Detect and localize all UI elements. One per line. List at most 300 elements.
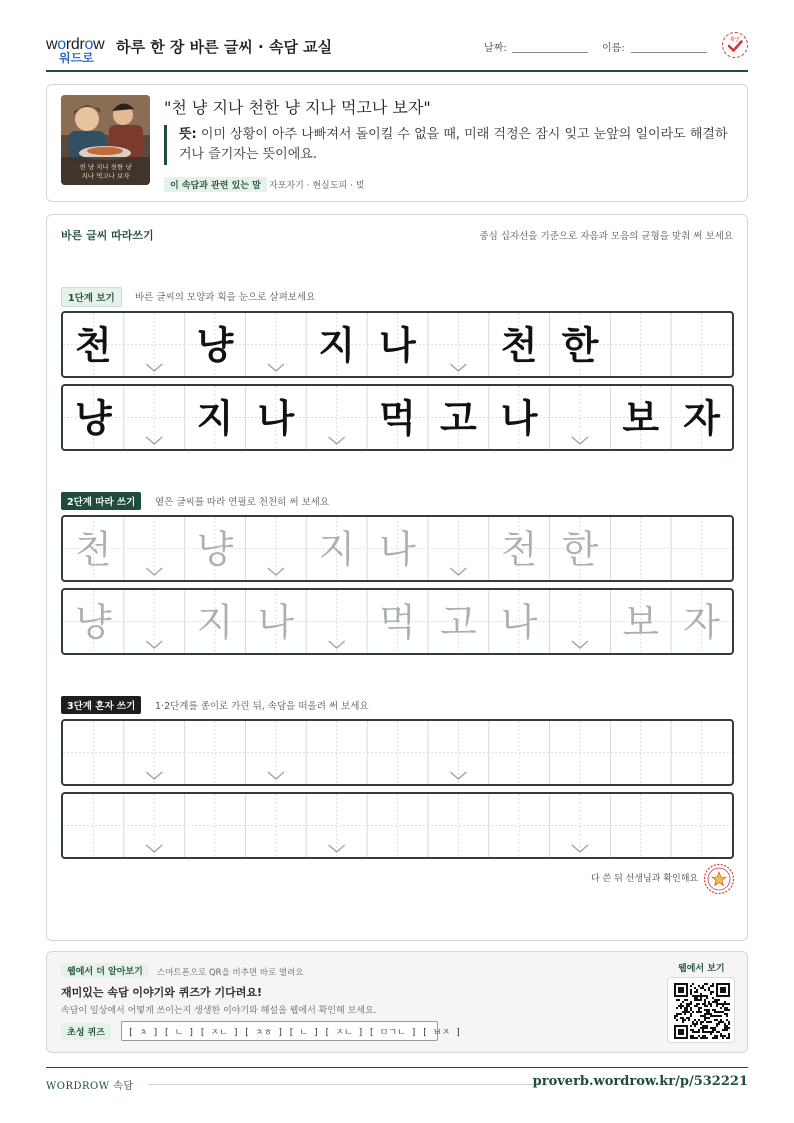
qr-module bbox=[696, 999, 698, 1001]
svg-text:천 냥 지나 천한 냥: 천 냥 지나 천한 냥 bbox=[79, 163, 132, 171]
qr-module bbox=[724, 1027, 726, 1029]
qr-module bbox=[702, 1003, 704, 1005]
qr-module bbox=[690, 1037, 692, 1039]
qr-module bbox=[688, 1017, 690, 1019]
qr-module bbox=[684, 999, 686, 1001]
qr-module bbox=[694, 995, 696, 997]
qr-module bbox=[710, 985, 712, 987]
qr-module bbox=[692, 1029, 694, 1031]
qr-module bbox=[704, 1015, 706, 1017]
qr-module bbox=[686, 1017, 688, 1019]
qr-module bbox=[726, 1007, 728, 1009]
qr-module bbox=[690, 985, 692, 987]
qr-module bbox=[682, 1019, 684, 1021]
qr-module bbox=[692, 995, 694, 997]
qr-module bbox=[700, 1015, 702, 1017]
step2-row-2[interactable] bbox=[61, 588, 734, 655]
practice-grid bbox=[63, 517, 732, 580]
step3-row-1[interactable] bbox=[61, 719, 734, 786]
qr-module bbox=[694, 1025, 696, 1027]
qr-module bbox=[728, 1033, 730, 1035]
qr-module bbox=[704, 989, 706, 991]
qr-module bbox=[714, 1011, 716, 1013]
qr-module bbox=[694, 1023, 696, 1025]
qr-module bbox=[708, 1013, 710, 1015]
qr-module bbox=[716, 1035, 718, 1037]
qr-finder bbox=[678, 1029, 684, 1035]
step2-desc: 옅은 글씨를 따라 연필로 천천히 써 보세요 bbox=[155, 497, 330, 508]
step2-badge: 2단계 따라 쓰기 bbox=[61, 492, 141, 510]
qr-module bbox=[688, 1005, 690, 1007]
qr-module bbox=[722, 1021, 724, 1023]
qr-module bbox=[698, 1019, 700, 1021]
qr-module bbox=[712, 1027, 714, 1029]
qr-module bbox=[702, 985, 704, 987]
qr-module bbox=[716, 1019, 718, 1021]
web-section bbox=[46, 951, 748, 1053]
proverb-card bbox=[46, 84, 748, 202]
qr-module bbox=[680, 1007, 682, 1009]
qr-module bbox=[712, 1001, 714, 1003]
model-character: 나 bbox=[257, 396, 295, 441]
qr-module bbox=[716, 1015, 718, 1017]
qr-module bbox=[684, 1009, 686, 1011]
qr-module bbox=[716, 1005, 718, 1007]
qr-module bbox=[706, 1009, 708, 1011]
qr-module bbox=[716, 1001, 718, 1003]
qr-module bbox=[690, 1013, 692, 1015]
practice-grid bbox=[63, 313, 732, 376]
date-field[interactable] bbox=[512, 52, 588, 53]
qr-module bbox=[690, 1025, 692, 1027]
qr-module bbox=[710, 993, 712, 995]
proverb-meaning bbox=[164, 125, 734, 165]
qr-module bbox=[712, 997, 714, 999]
qr-module bbox=[728, 1023, 730, 1025]
qr-module bbox=[706, 1021, 708, 1023]
qr-module bbox=[708, 1021, 710, 1023]
qr-module bbox=[700, 993, 702, 995]
qr-module bbox=[700, 1037, 702, 1039]
qr-module bbox=[702, 1025, 704, 1027]
model-character: 먹 bbox=[379, 396, 416, 441]
practice-grid bbox=[63, 386, 732, 449]
qr-module bbox=[704, 995, 706, 997]
qr-module bbox=[702, 1035, 704, 1037]
qr-module bbox=[684, 1019, 686, 1021]
qr-module bbox=[728, 1009, 730, 1011]
qr-module bbox=[698, 1011, 700, 1013]
qr-module bbox=[728, 1003, 730, 1005]
qr-module bbox=[726, 1013, 728, 1015]
qr-module bbox=[692, 1011, 694, 1013]
qr-module bbox=[698, 1031, 700, 1033]
qr-module bbox=[714, 1015, 716, 1017]
qr-module bbox=[692, 1023, 694, 1025]
qr-module bbox=[718, 1011, 720, 1013]
qr-module bbox=[704, 1009, 706, 1011]
step2-row-1[interactable] bbox=[61, 515, 734, 582]
qr-module bbox=[714, 1037, 716, 1039]
qr-module bbox=[724, 1035, 726, 1037]
qr-module bbox=[726, 1029, 728, 1031]
qr-module bbox=[712, 983, 714, 985]
qr-module bbox=[686, 1007, 688, 1009]
qr-module bbox=[694, 991, 696, 993]
name-label: 이름: bbox=[602, 43, 625, 54]
qr-module bbox=[680, 1003, 682, 1005]
step1-badge: 1단계 보기 bbox=[61, 287, 122, 307]
model-character: 지 bbox=[318, 323, 356, 368]
qr-module bbox=[698, 985, 700, 987]
qr-module bbox=[676, 1019, 678, 1021]
qr-module bbox=[690, 991, 692, 993]
practice-grid bbox=[63, 590, 732, 653]
model-character: 천 bbox=[75, 323, 112, 368]
footer-brand: WORDROW 속담 bbox=[46, 1081, 134, 1092]
qr-module bbox=[728, 1021, 730, 1023]
qr-module bbox=[714, 1019, 716, 1021]
qr-module bbox=[722, 1005, 724, 1007]
qr-module bbox=[720, 1033, 722, 1035]
qr-module bbox=[726, 1019, 728, 1021]
trace-character: 지 bbox=[318, 527, 356, 572]
qr-module bbox=[726, 1009, 728, 1011]
qr-module bbox=[696, 1003, 698, 1005]
qr-finder bbox=[678, 987, 684, 993]
qr-module bbox=[698, 999, 700, 1001]
qr-module bbox=[704, 1035, 706, 1037]
qr-module bbox=[690, 989, 692, 991]
qr-module bbox=[696, 1023, 698, 1025]
step1-row-1 bbox=[61, 311, 734, 378]
qr-module bbox=[690, 1015, 692, 1017]
qr-module bbox=[686, 1009, 688, 1011]
qr-module bbox=[726, 1015, 728, 1017]
qr-module bbox=[684, 1011, 686, 1013]
proverb-title: "천 냥 지나 천한 냥 지나 먹고나 보자" bbox=[164, 98, 431, 117]
trace-character: 먹 bbox=[379, 600, 416, 645]
model-character: 자 bbox=[683, 396, 720, 441]
qr-module bbox=[714, 1001, 716, 1003]
trace-character: 자 bbox=[683, 600, 720, 645]
qr-module bbox=[710, 1027, 712, 1029]
qr-module bbox=[694, 999, 696, 1001]
qr-module bbox=[694, 987, 696, 989]
qr-module bbox=[688, 1003, 690, 1005]
qr-module bbox=[708, 1009, 710, 1011]
qr-module bbox=[704, 1019, 706, 1021]
date-label: 날짜: bbox=[484, 43, 507, 54]
model-character: 나 bbox=[379, 323, 416, 368]
qr-module bbox=[712, 1037, 714, 1039]
model-character: 냥 bbox=[75, 396, 112, 441]
qr-module bbox=[702, 987, 704, 989]
qr-module bbox=[704, 1031, 706, 1033]
qr-module bbox=[680, 1017, 682, 1019]
step3-row-2[interactable] bbox=[61, 792, 734, 859]
qr-module bbox=[704, 1025, 706, 1027]
qr-module bbox=[716, 1023, 718, 1025]
qr-module bbox=[696, 1011, 698, 1013]
qr-module bbox=[702, 995, 704, 997]
qr-module bbox=[714, 1029, 716, 1031]
qr-module bbox=[706, 1005, 708, 1007]
name-field[interactable] bbox=[631, 52, 707, 53]
footer-url[interactable]: proverb.wordrow.kr/p/532221 bbox=[532, 1074, 748, 1089]
web-subtext: 스마트폰으로 QR을 비추면 바로 열려요 bbox=[157, 968, 304, 978]
qr-module bbox=[714, 999, 716, 1001]
qr-module bbox=[722, 1037, 724, 1039]
qr-module bbox=[690, 1009, 692, 1011]
qr-module bbox=[698, 1035, 700, 1037]
qr-module bbox=[692, 1021, 694, 1023]
qr-module bbox=[676, 999, 678, 1001]
model-character: 나 bbox=[500, 396, 538, 441]
model-character: 냥 bbox=[196, 323, 234, 368]
qr-module bbox=[702, 1031, 704, 1033]
practice-grid bbox=[63, 794, 732, 857]
qr-module bbox=[702, 1037, 704, 1039]
qr-module bbox=[702, 1029, 704, 1031]
web-headline: 재미있는 속담 이야기와 퀴즈가 기다려요! bbox=[61, 986, 262, 999]
qr-module bbox=[714, 1035, 716, 1037]
qr-module bbox=[702, 1027, 704, 1029]
qr-module bbox=[682, 1011, 684, 1013]
qr-module bbox=[712, 1029, 714, 1031]
qr-module bbox=[676, 1007, 678, 1009]
qr-module bbox=[700, 1007, 702, 1009]
qr-module bbox=[706, 1037, 708, 1039]
qr-module bbox=[728, 1035, 730, 1037]
qr-module bbox=[690, 1001, 692, 1003]
qr-module bbox=[700, 987, 702, 989]
qr-module bbox=[726, 1037, 728, 1039]
qr-module bbox=[700, 1023, 702, 1025]
qr-module bbox=[710, 1005, 712, 1007]
qr-module bbox=[712, 1015, 714, 1017]
qr-code[interactable] bbox=[667, 977, 735, 1043]
qr-module bbox=[722, 1003, 724, 1005]
qr-module bbox=[684, 1013, 686, 1015]
qr-module bbox=[692, 1035, 694, 1037]
qr-module bbox=[686, 999, 688, 1001]
qr-module bbox=[694, 997, 696, 999]
qr-module bbox=[678, 1005, 680, 1007]
related-words: 자포자기 · 현실도피 · 빚 bbox=[269, 181, 365, 191]
qr-module bbox=[710, 1013, 712, 1015]
qr-module bbox=[698, 995, 700, 997]
qr-module bbox=[690, 1035, 692, 1037]
qr-module bbox=[708, 1031, 710, 1033]
qr-module bbox=[716, 1003, 718, 1005]
trace-character: 천 bbox=[500, 527, 538, 572]
qr-module bbox=[718, 1015, 720, 1017]
qr-module bbox=[686, 1003, 688, 1005]
qr-module bbox=[722, 1029, 724, 1031]
qr-module bbox=[674, 1017, 676, 1019]
qr-module bbox=[708, 1011, 710, 1013]
stamp-text: 확인 bbox=[729, 36, 740, 43]
model-character: 보 bbox=[622, 396, 660, 441]
qr-module bbox=[698, 1007, 700, 1009]
qr-module bbox=[710, 1021, 712, 1023]
qr-module bbox=[706, 1031, 708, 1033]
qr-module bbox=[710, 1003, 712, 1005]
web-body: 속담이 일상에서 어떻게 쓰이는지 생생한 이야기와 해설을 웹에서 확인해 보세요. bbox=[61, 1006, 377, 1016]
qr-module bbox=[718, 1021, 720, 1023]
qr-module bbox=[706, 983, 708, 985]
step1-row-2 bbox=[61, 384, 734, 451]
qr-module bbox=[688, 1019, 690, 1021]
qr-finder bbox=[720, 987, 726, 993]
qr-module bbox=[708, 1017, 710, 1019]
qr-module bbox=[720, 1021, 722, 1023]
qr-module bbox=[706, 1011, 708, 1013]
qr-module bbox=[724, 1025, 726, 1027]
qr-module bbox=[718, 1003, 720, 1005]
qr-module bbox=[706, 1027, 708, 1029]
qr-module bbox=[724, 1001, 726, 1003]
trace-character: 나 bbox=[379, 527, 416, 572]
qr-module bbox=[722, 1011, 724, 1013]
qr-module bbox=[694, 1005, 696, 1007]
qr-module bbox=[698, 1009, 700, 1011]
qr-module bbox=[724, 1023, 726, 1025]
qr-module bbox=[686, 1011, 688, 1013]
footer-rule bbox=[148, 1084, 540, 1085]
qr-module bbox=[678, 1013, 680, 1015]
qr-module bbox=[716, 1037, 718, 1039]
qr-module bbox=[710, 1033, 712, 1035]
logo-wordmark: wordrow bbox=[46, 36, 105, 53]
qr-module bbox=[690, 993, 692, 995]
trace-character: 한 bbox=[561, 527, 599, 572]
qr-module bbox=[704, 1003, 706, 1005]
qr-module bbox=[704, 1037, 706, 1039]
qr-module bbox=[682, 1017, 684, 1019]
trace-character: 냥 bbox=[75, 600, 112, 645]
worksheet-header bbox=[46, 30, 748, 72]
qr-module bbox=[708, 987, 710, 989]
qr-module bbox=[694, 1019, 696, 1021]
qr-module bbox=[726, 1003, 728, 1005]
qr-module bbox=[700, 997, 702, 999]
qr-module bbox=[706, 1025, 708, 1027]
qr-module bbox=[700, 995, 702, 997]
model-character: 천 bbox=[500, 323, 538, 368]
qr-module bbox=[712, 1009, 714, 1011]
qr-module bbox=[696, 1037, 698, 1039]
qr-module bbox=[698, 1029, 700, 1031]
qr-module bbox=[682, 1021, 684, 1023]
quiz-label: 초성 퀴즈 bbox=[61, 1023, 111, 1040]
qr-module bbox=[684, 1007, 686, 1009]
qr-module bbox=[678, 999, 680, 1001]
qr-module bbox=[708, 989, 710, 991]
qr-module bbox=[716, 999, 718, 1001]
qr-module bbox=[696, 997, 698, 999]
practice-grid bbox=[63, 721, 732, 784]
panel-hint: 중심 십자선을 기준으로 자음과 모음의 균형을 맞춰 써 보세요 bbox=[479, 231, 733, 242]
qr-module bbox=[702, 1021, 704, 1023]
qr-module bbox=[720, 1015, 722, 1017]
qr-module bbox=[674, 1015, 676, 1017]
qr-module bbox=[704, 1017, 706, 1019]
qr-module bbox=[704, 1027, 706, 1029]
qr-module bbox=[692, 1031, 694, 1033]
qr-module bbox=[700, 999, 702, 1001]
qr-module bbox=[710, 1031, 712, 1033]
qr-module bbox=[726, 1027, 728, 1029]
qr-module bbox=[720, 1003, 722, 1005]
qr-module bbox=[682, 1001, 684, 1003]
qr-module bbox=[728, 1037, 730, 1039]
qr-module bbox=[696, 1021, 698, 1023]
trace-character: 보 bbox=[622, 600, 660, 645]
qr-module bbox=[676, 1015, 678, 1017]
trace-character: 고 bbox=[439, 600, 477, 645]
proverb-illustration bbox=[61, 95, 150, 185]
check-stamp-icon bbox=[722, 32, 748, 58]
footer-divider bbox=[46, 1067, 748, 1068]
qr-module bbox=[708, 1001, 710, 1003]
qr-module bbox=[690, 1029, 692, 1031]
qr-module bbox=[712, 991, 714, 993]
qr-module bbox=[688, 1011, 690, 1013]
qr-module bbox=[720, 1007, 722, 1009]
qr-module bbox=[696, 1005, 698, 1007]
logo-korean: 워드로 bbox=[59, 51, 94, 65]
qr-module bbox=[706, 1017, 708, 1019]
teacher-check-note: 다 쓴 뒤 선생님과 확인해요 bbox=[591, 874, 699, 884]
qr-module bbox=[680, 1013, 682, 1015]
qr-module bbox=[686, 1005, 688, 1007]
qr-module bbox=[716, 1031, 718, 1033]
qr-module bbox=[692, 983, 694, 985]
qr-module bbox=[720, 1011, 722, 1013]
qr-module bbox=[718, 1023, 720, 1025]
qr-module bbox=[716, 1011, 718, 1013]
qr-module bbox=[696, 991, 698, 993]
model-character: 한 bbox=[561, 323, 599, 368]
qr-module bbox=[704, 1005, 706, 1007]
trace-character: 천 bbox=[75, 527, 112, 572]
qr-module bbox=[696, 995, 698, 997]
trace-character: 지 bbox=[196, 600, 234, 645]
qr-module bbox=[720, 1035, 722, 1037]
qr-module bbox=[712, 1031, 714, 1033]
qr-module bbox=[718, 1031, 720, 1033]
trace-character: 냥 bbox=[196, 527, 234, 572]
qr-module bbox=[704, 983, 706, 985]
trace-character: 나 bbox=[257, 600, 295, 645]
qr-module bbox=[682, 1005, 684, 1007]
qr-module bbox=[676, 1013, 678, 1015]
qr-module bbox=[706, 997, 708, 999]
qr-module bbox=[694, 1031, 696, 1033]
qr-module bbox=[724, 1009, 726, 1011]
panel-title: 바른 글씨 따라쓰기 bbox=[61, 229, 154, 242]
model-character: 지 bbox=[196, 396, 234, 441]
web-see-label: 웹에서 보기 bbox=[678, 964, 725, 974]
qr-module bbox=[694, 1037, 696, 1039]
related-words-label: 이 속담과 관련 있는 말 bbox=[164, 177, 267, 192]
trace-character: 나 bbox=[500, 600, 538, 645]
qr-module bbox=[714, 1009, 716, 1011]
wordrow-logo bbox=[46, 34, 108, 64]
meaning-text: 이미 상황이 아주 나빠져서 돌이킬 수 없을 때, 미래 걱정은 잠시 잊고 눈앞의 일이라도 해결하거나 즐기자는 뜻이에요. bbox=[179, 127, 728, 162]
